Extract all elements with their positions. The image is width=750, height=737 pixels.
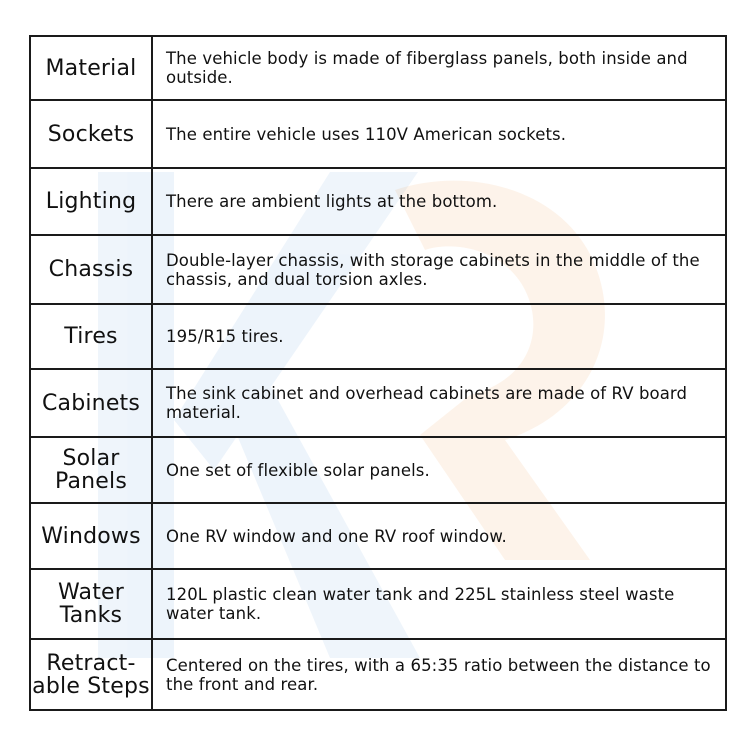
row-description: One RV window and one RV roof window.	[152, 503, 726, 569]
table-row	[30, 369, 726, 437]
spec-table	[29, 35, 727, 711]
row-description: The sink cabinet and overhead cabinets are made of RV board material.	[152, 369, 726, 437]
row-label: Cabinets	[30, 369, 152, 437]
row-label: Tires	[30, 304, 152, 369]
table-row	[30, 168, 726, 235]
row-description: There are ambient lights at the bottom.	[152, 168, 726, 235]
table-row	[30, 36, 726, 100]
table-row	[30, 503, 726, 569]
row-label: Sockets	[30, 100, 152, 168]
row-label: Solar Panels	[30, 437, 152, 503]
table-row	[30, 639, 726, 710]
row-description: 195/R15 tires.	[152, 304, 726, 369]
row-description: Centered on the tires, with a 65:35 ratio between the distance to the front and rear.	[152, 639, 726, 710]
row-label: Chassis	[30, 235, 152, 304]
table-row	[30, 235, 726, 304]
row-description: 120L plastic clean water tank and 225L stainless steel waste water tank.	[152, 569, 726, 639]
table-row	[30, 100, 726, 168]
row-description: One set of flexible solar panels.	[152, 437, 726, 503]
row-label: Retract- able Steps	[30, 639, 152, 710]
row-description: Double-layer chassis, with storage cabinets in the middle of the chassis, and dual torsion axles.	[152, 235, 726, 304]
row-description: The vehicle body is made of fiberglass panels, both inside and outside.	[152, 36, 726, 100]
row-label: Lighting	[30, 168, 152, 235]
table-row	[30, 304, 726, 369]
table-row	[30, 437, 726, 503]
row-label: Windows	[30, 503, 152, 569]
table-row	[30, 569, 726, 639]
row-description: The entire vehicle uses 110V American sockets.	[152, 100, 726, 168]
row-label: Material	[30, 36, 152, 100]
row-label: Water Tanks	[30, 569, 152, 639]
